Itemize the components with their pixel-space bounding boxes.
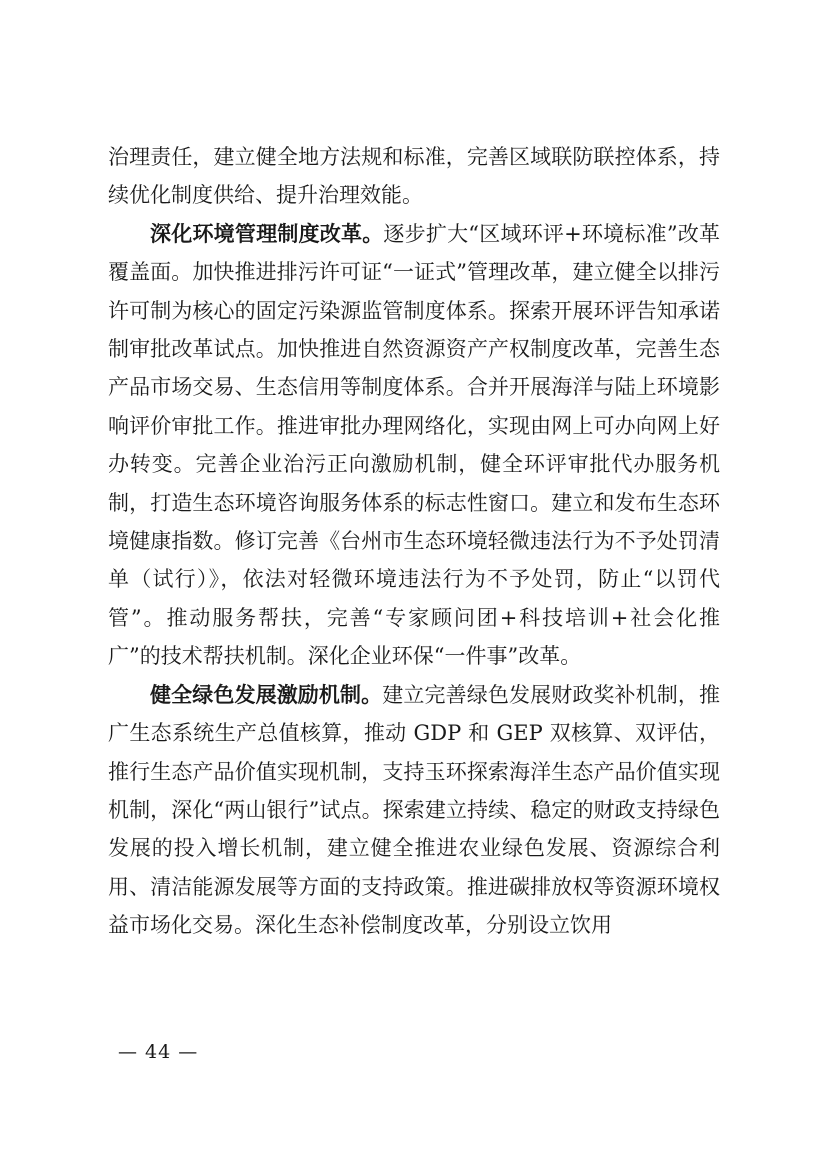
paragraph-body: 逐步扩大“区域环评+环境标准”改革覆盖面。加快推进排污许可证“一证式”管理改革，建立健全以排污许可制为核心的固定污染源监管制度体系。探索开展环评告知承诺制审批改革试点。加快推进自然资源资产产权制度改革，完善生态产品市场交易、生态信用等制度体系。合并开展海洋与陆上环境影响评价审批工作。推进审批办理网络化，实现由网上可办向网上好办转变。完善企业治污正向激励机制，健全环评审批代办服务机制，打造生态环境咨询服务体系的标志性窗口。建立和发布生态环境健康指数。修订完善《台州市生态环境轻微违法行为不予处罚清单（试行）》，依法对轻微环境违法行为不予处罚，防止“以罚代管”。推动服务帮扶，完善“专家顾问团+科技培训+社会化推广”的技术帮扶机制。深化企业环保“一件事”改革。 xyxy=(108,221,720,669)
paragraph-heading: 健全绿色发展激励机制。 xyxy=(150,681,383,707)
page-number: — 44 — xyxy=(118,1041,199,1063)
paragraph-environmental-management-reform xyxy=(108,215,720,676)
paragraph-body: 治理责任，建立健全地方法规和标准，完善区域联防联控体系，持续优化制度供给、提升治理效能。 xyxy=(108,145,720,208)
paragraph-heading: 深化环境管理制度改革。 xyxy=(150,220,384,246)
document-body xyxy=(108,138,720,945)
paragraph-governance-continuation xyxy=(108,138,720,215)
paragraph-green-development-incentives xyxy=(108,676,720,945)
paragraph-body: 建立完善绿色发展财政奖补机制，推广生态系统生产总值核算，推动 GDP 和 GEP 双核算、双评估，推行生态产品价值实现机制，支持玉环探索海洋生态产品价值实现机制，深化“两山银行”试点。探索建立持续、稳定的财政支持绿色发展的投入增长机制，建立健全推进农业绿色发展、资源综合利用、清洁能源发展等方面的支持政策。推进碳排放权等资源环境权益市场化交易。深化生态补偿制度改革，分别设立饮用 xyxy=(108,682,721,938)
